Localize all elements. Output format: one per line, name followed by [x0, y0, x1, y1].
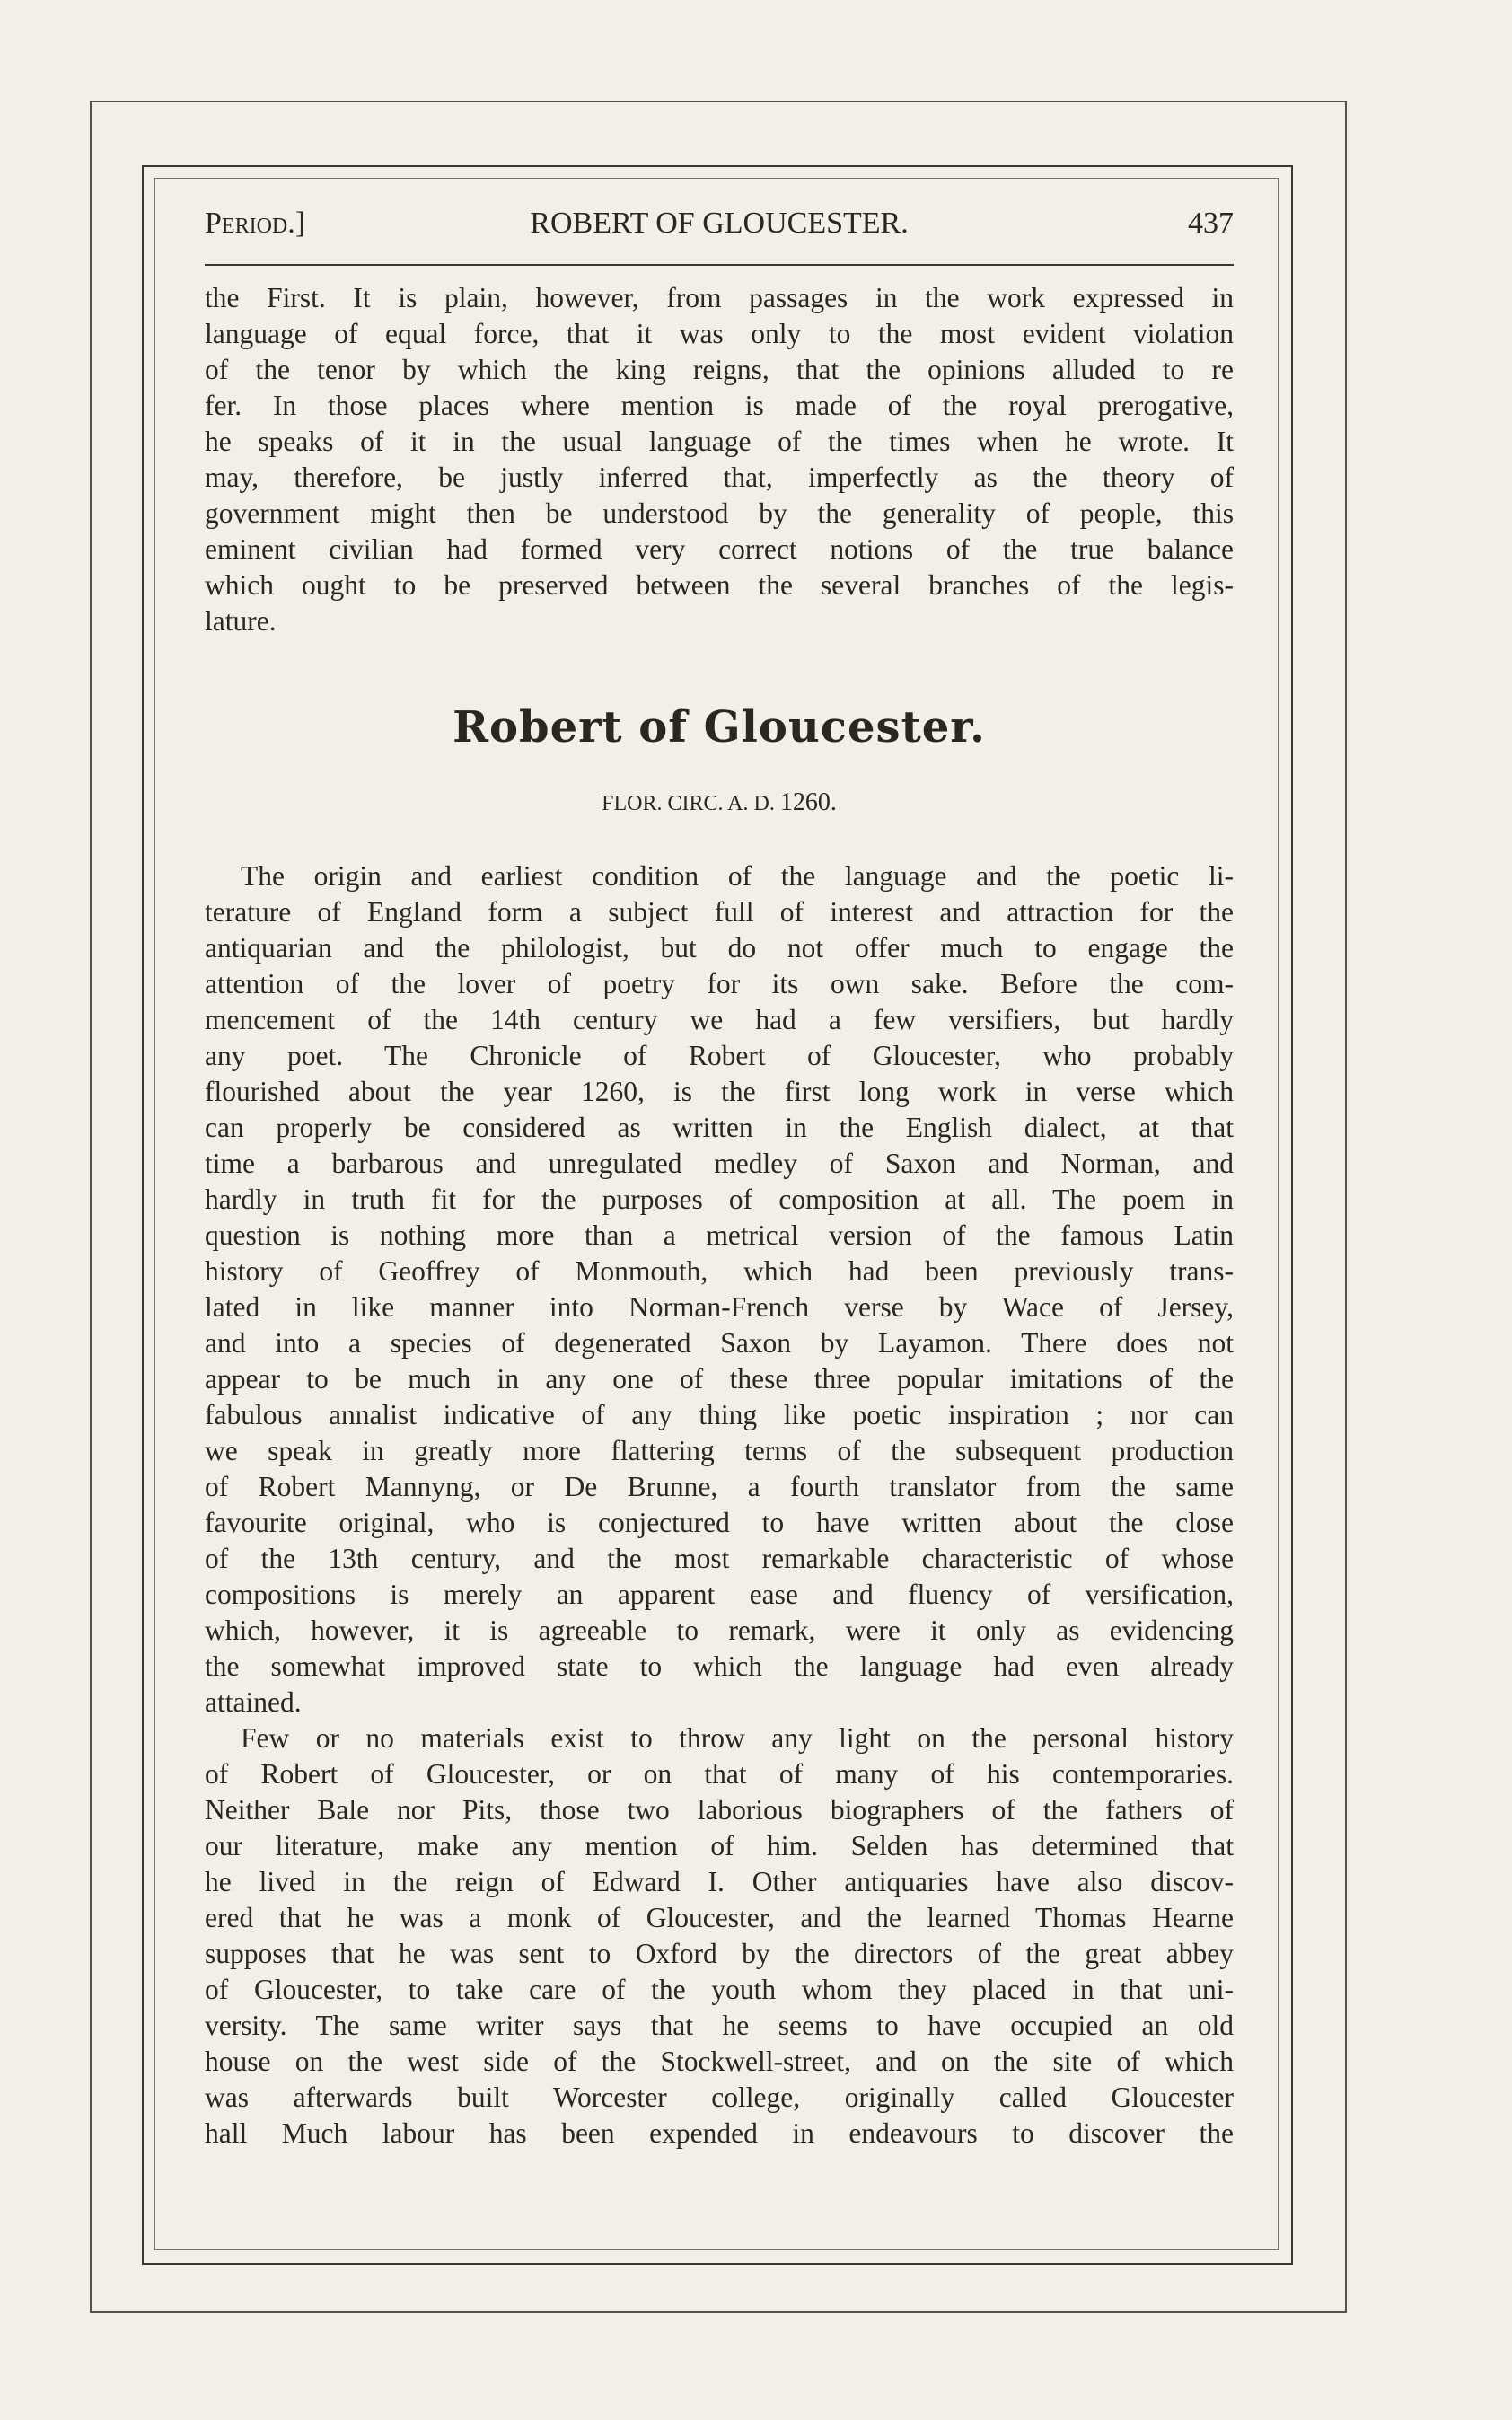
text-line: any poet. The Chronicle of Robert of Gloucester, who probably	[205, 1040, 1234, 1071]
text-line: Few or no materials exist to throw any light on the personal history	[241, 1722, 1234, 1754]
text-line: eminent civilian had formed very correct notions of the true balance	[205, 533, 1234, 565]
paragraph-2	[205, 1720, 1234, 2152]
header-rule	[205, 264, 1234, 266]
text-line: hall Much labour has been expended in endeavours to discover the	[205, 2117, 1234, 2149]
text-line: of the 13th century, and the most remarkable characteristic of whose	[205, 1543, 1234, 1574]
text-line: of Robert of Gloucester, or on that of many of his contemporaries.	[205, 1758, 1234, 1790]
text-line: government might then be understood by the generality of people, this	[205, 497, 1234, 529]
text-line: of the tenor by which the king reigns, that the opinions alluded to re	[205, 354, 1234, 385]
section-subtitle	[205, 788, 1234, 817]
text-line: which, however, it is agreeable to remark, were it only as evidencing	[205, 1615, 1234, 1646]
text-line: history of Geoffrey of Monmouth, which had been previously trans-	[205, 1255, 1234, 1287]
text-line: time a barbarous and unregulated medley of Saxon and Norman, and	[205, 1148, 1234, 1179]
running-header	[205, 207, 1234, 251]
text-line: the somewhat improved state to which the language had even already	[205, 1650, 1234, 1682]
text-line: antiquarian and the philologist, but do not offer much to engage the	[205, 932, 1234, 964]
text-line: and into a species of degenerated Saxon by Layamon. There does not	[205, 1327, 1234, 1359]
text-line: may, therefore, be justly inferred that, imperfectly as the theory of	[205, 462, 1234, 493]
text-line: was afterwards built Worcester college, originally called Gloucester	[205, 2081, 1234, 2113]
text-line: the First. It is plain, however, from passages in the work expressed in	[205, 282, 1234, 313]
text-line: Neither Bale nor Pits, those two laborious biographers of the fathers of	[205, 1794, 1234, 1826]
text-line: language of equal force, that it was only to the most evident violation	[205, 318, 1234, 349]
text-line: versity. The same writer says that he seems to have occupied an old	[205, 2010, 1234, 2041]
text-line: hardly in truth fit for the purposes of composition at all. The poem in	[205, 1184, 1234, 1215]
text-line: fer. In those places where mention is made of the royal prerogative,	[205, 390, 1234, 421]
text-line: of Robert Mannyng, or De Brunne, a fourth translator from the same	[205, 1471, 1234, 1502]
text-line: attention of the lover of poetry for its own sake. Before the com-	[205, 968, 1234, 999]
text-line: appear to be much in any one of these three popular imitations of the	[205, 1363, 1234, 1395]
page-number: 437	[1188, 207, 1234, 240]
subtitle-text: FLOR. CIRC. A. D.	[602, 792, 775, 815]
text-line: The origin and earliest condition of the language and the poetic li-	[241, 860, 1234, 892]
text-line: house on the west side of the Stockwell-street, and on the site of which	[205, 2046, 1234, 2077]
text-line: favourite original, who is conjectured to have written about the close	[205, 1507, 1234, 1538]
text-line: he lived in the reign of Edward I. Other antiquaries have also discov-	[205, 1866, 1234, 1897]
text-line: our literature, make any mention of him. Selden has determined that	[205, 1830, 1234, 1861]
text-line: we speak in greatly more flattering terms of the subsequent production	[205, 1435, 1234, 1466]
text-line: of Gloucester, to take care of the youth whom they placed in that uni-	[205, 1974, 1234, 2005]
text-line: can properly be considered as written in the English dialect, at that	[205, 1112, 1234, 1143]
subtitle-year: 1260.	[779, 788, 837, 816]
text-line: terature of England form a subject full of interest and attraction for the	[205, 896, 1234, 928]
text-line: fabulous annalist indicative of any thing like poetic inspiration ; nor can	[205, 1399, 1234, 1430]
text-line: lature.	[205, 605, 277, 637]
section-title: Robert of Gloucester.	[453, 702, 986, 752]
header-title: ROBERT OF GLOUCESTER.	[530, 207, 909, 240]
text-line: mencement of the 14th century we had a few versifiers, but hardly	[205, 1004, 1234, 1035]
text-line: supposes that he was sent to Oxford by the directors of the great abbey	[205, 1938, 1234, 1969]
text-line: flourished about the year 1260, is the first long work in verse which	[205, 1076, 1234, 1107]
text-line: ered that he was a monk of Gloucester, and the learned Thomas Hearne	[205, 1902, 1234, 1933]
paragraph-1	[205, 858, 1234, 1720]
intro-paragraph	[205, 280, 1234, 639]
header-left: Period.]	[205, 207, 306, 240]
text-line: attained.	[205, 1686, 302, 1718]
text-line: compositions is merely an apparent ease and fluency of versification,	[205, 1579, 1234, 1610]
text-line: he speaks of it in the usual language of the times when he wrote. It	[205, 426, 1234, 457]
text-line: which ought to be preserved between the several branches of the legis-	[205, 569, 1234, 601]
text-line: question is nothing more than a metrical version of the famous Latin	[205, 1219, 1234, 1251]
text-line: lated in like manner into Norman-French verse by Wace of Jersey,	[205, 1291, 1234, 1323]
